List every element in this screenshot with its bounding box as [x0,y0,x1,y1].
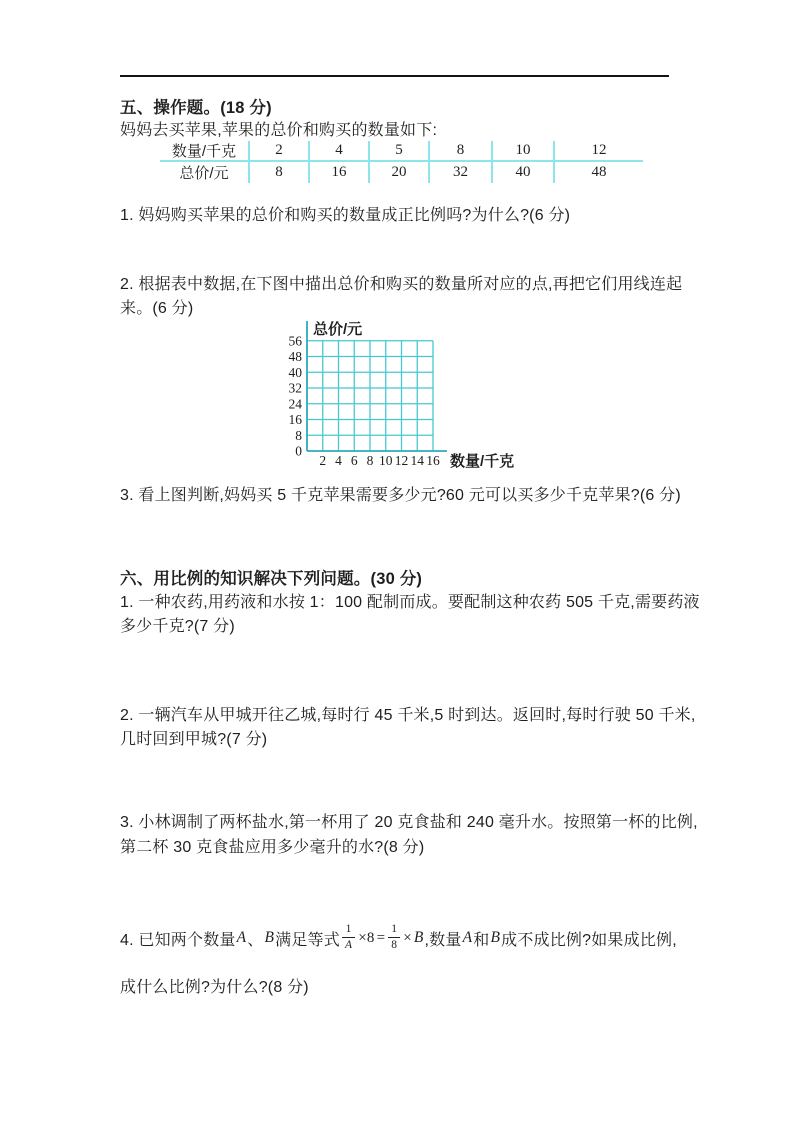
fraction-1-over-8 [388,923,400,950]
q4-operator: ×8 [358,929,375,946]
fraction-numerator: 1 [345,923,352,936]
svg-text:8: 8 [295,427,302,443]
fraction-1-over-A [342,923,355,950]
section6-question-4-line2: 成什么比例?为什么?(8 分) [120,979,309,996]
section6-question-2-line2: 几时回到甲城?(7 分) [120,731,268,748]
section5-question-1: 1. 妈妈购买苹果的总价和购买的数量成正比例吗?为什么?(6 分) [120,207,571,224]
section5-intro: 妈妈去买苹果,苹果的总价和购买的数量如下: [120,122,438,139]
q4-text-segment: 成不成比例?如果成比例, [501,931,677,949]
svg-text:16: 16 [288,412,302,427]
svg-text:40: 40 [288,364,302,380]
table-cell: 8 [430,141,493,162]
variable-B: B [490,929,501,946]
section6-question-4-line1 [120,920,676,956]
section6-question-3-line1: 3. 小林调制了两杯盐水,第一杯用了 20 克食盐和 240 毫升水。按照第一杯的比例, [120,814,698,831]
q4-operator: × [403,929,412,946]
table-header-price: 总价/元 [160,162,250,183]
q4-text-segment: ,数量 [424,931,462,949]
table-cell: 48 [591,164,607,180]
section5-question-3: 3. 看上图判断,妈妈买 5 千克苹果需要多少元?60 元可以买多少千克苹果?(6 分) [120,487,681,504]
section6-question-1-line2: 多少千克?(7 分) [120,618,235,635]
table-header-quantity: 数量/千克 [160,141,250,162]
svg-text:数量/千克: 数量/千克 [450,453,515,470]
svg-text:6: 6 [350,453,358,468]
variable-A: A [236,929,247,946]
q4-text-segment: 、 [247,931,264,949]
q4-text-segment: 4. 已知两个数量 [120,931,236,949]
section6-question-3-line2: 第二杯 30 克食盐应用多少毫升的水?(8 分) [120,839,425,856]
table-cell: 2 [250,141,310,162]
table-cell: 40 [493,162,555,183]
variable-B: B [413,929,424,946]
svg-text:12: 12 [394,453,409,468]
table-cell: 4 [310,141,370,162]
plot-grid-svg [267,314,519,476]
section6-question-1-line1: 1. 一种农药,用药液和水按 1：100 配制而成。要配制这种农药 505 千克,需要药液 [120,594,700,611]
table-cell: 20 [370,162,430,183]
svg-text:2: 2 [319,453,327,468]
svg-text:14: 14 [410,453,424,468]
q4-text-segment: 满足等式 [275,931,340,949]
q4-text-segment: 和 [473,931,490,949]
svg-text:10: 10 [379,453,393,468]
table-cell: 8 [250,162,310,183]
section6-question-2-line1: 2. 一辆汽车从甲城开往乙城,每时行 45 千米,5 时到达。返回时,每时行驶 50 千米, [120,707,696,724]
svg-text:48: 48 [288,349,302,364]
fraction-numerator: 1 [391,923,398,936]
table-cell: 32 [430,162,493,183]
table-cell: 10 [493,141,555,162]
variable-B: B [264,929,275,946]
svg-text:0: 0 [295,443,302,459]
svg-text:24: 24 [288,396,302,412]
svg-text:总价/元: 总价/元 [313,321,363,338]
section5-question-2-line1: 2. 根据表中数据,在下图中描出总价和购买的数量所对应的点,再把它们用线连起 [120,276,683,293]
svg-text:56: 56 [288,333,302,349]
fraction-denominator: A [342,937,355,951]
q4-equals: = [376,929,386,946]
variable-A: A [462,929,473,946]
table-cell: 16 [310,162,370,183]
table-cell: 12 [555,141,643,162]
section6-title: 六、用比例的知识解决下列问题。(30 分) [120,570,423,588]
section5-question-2-line2: 来。(6 分) [120,300,194,317]
svg-text:8: 8 [366,453,374,468]
svg-text:4: 4 [335,453,342,468]
fraction-denominator: 8 [388,937,400,951]
svg-text:32: 32 [288,380,302,396]
table-cell: 5 [370,141,430,162]
section5-title: 五、操作题。(18 分) [120,99,272,117]
svg-text:16: 16 [426,453,440,468]
price-quantity-table [160,141,643,183]
top-rule [120,75,669,77]
plot-grid-chart [267,314,519,476]
